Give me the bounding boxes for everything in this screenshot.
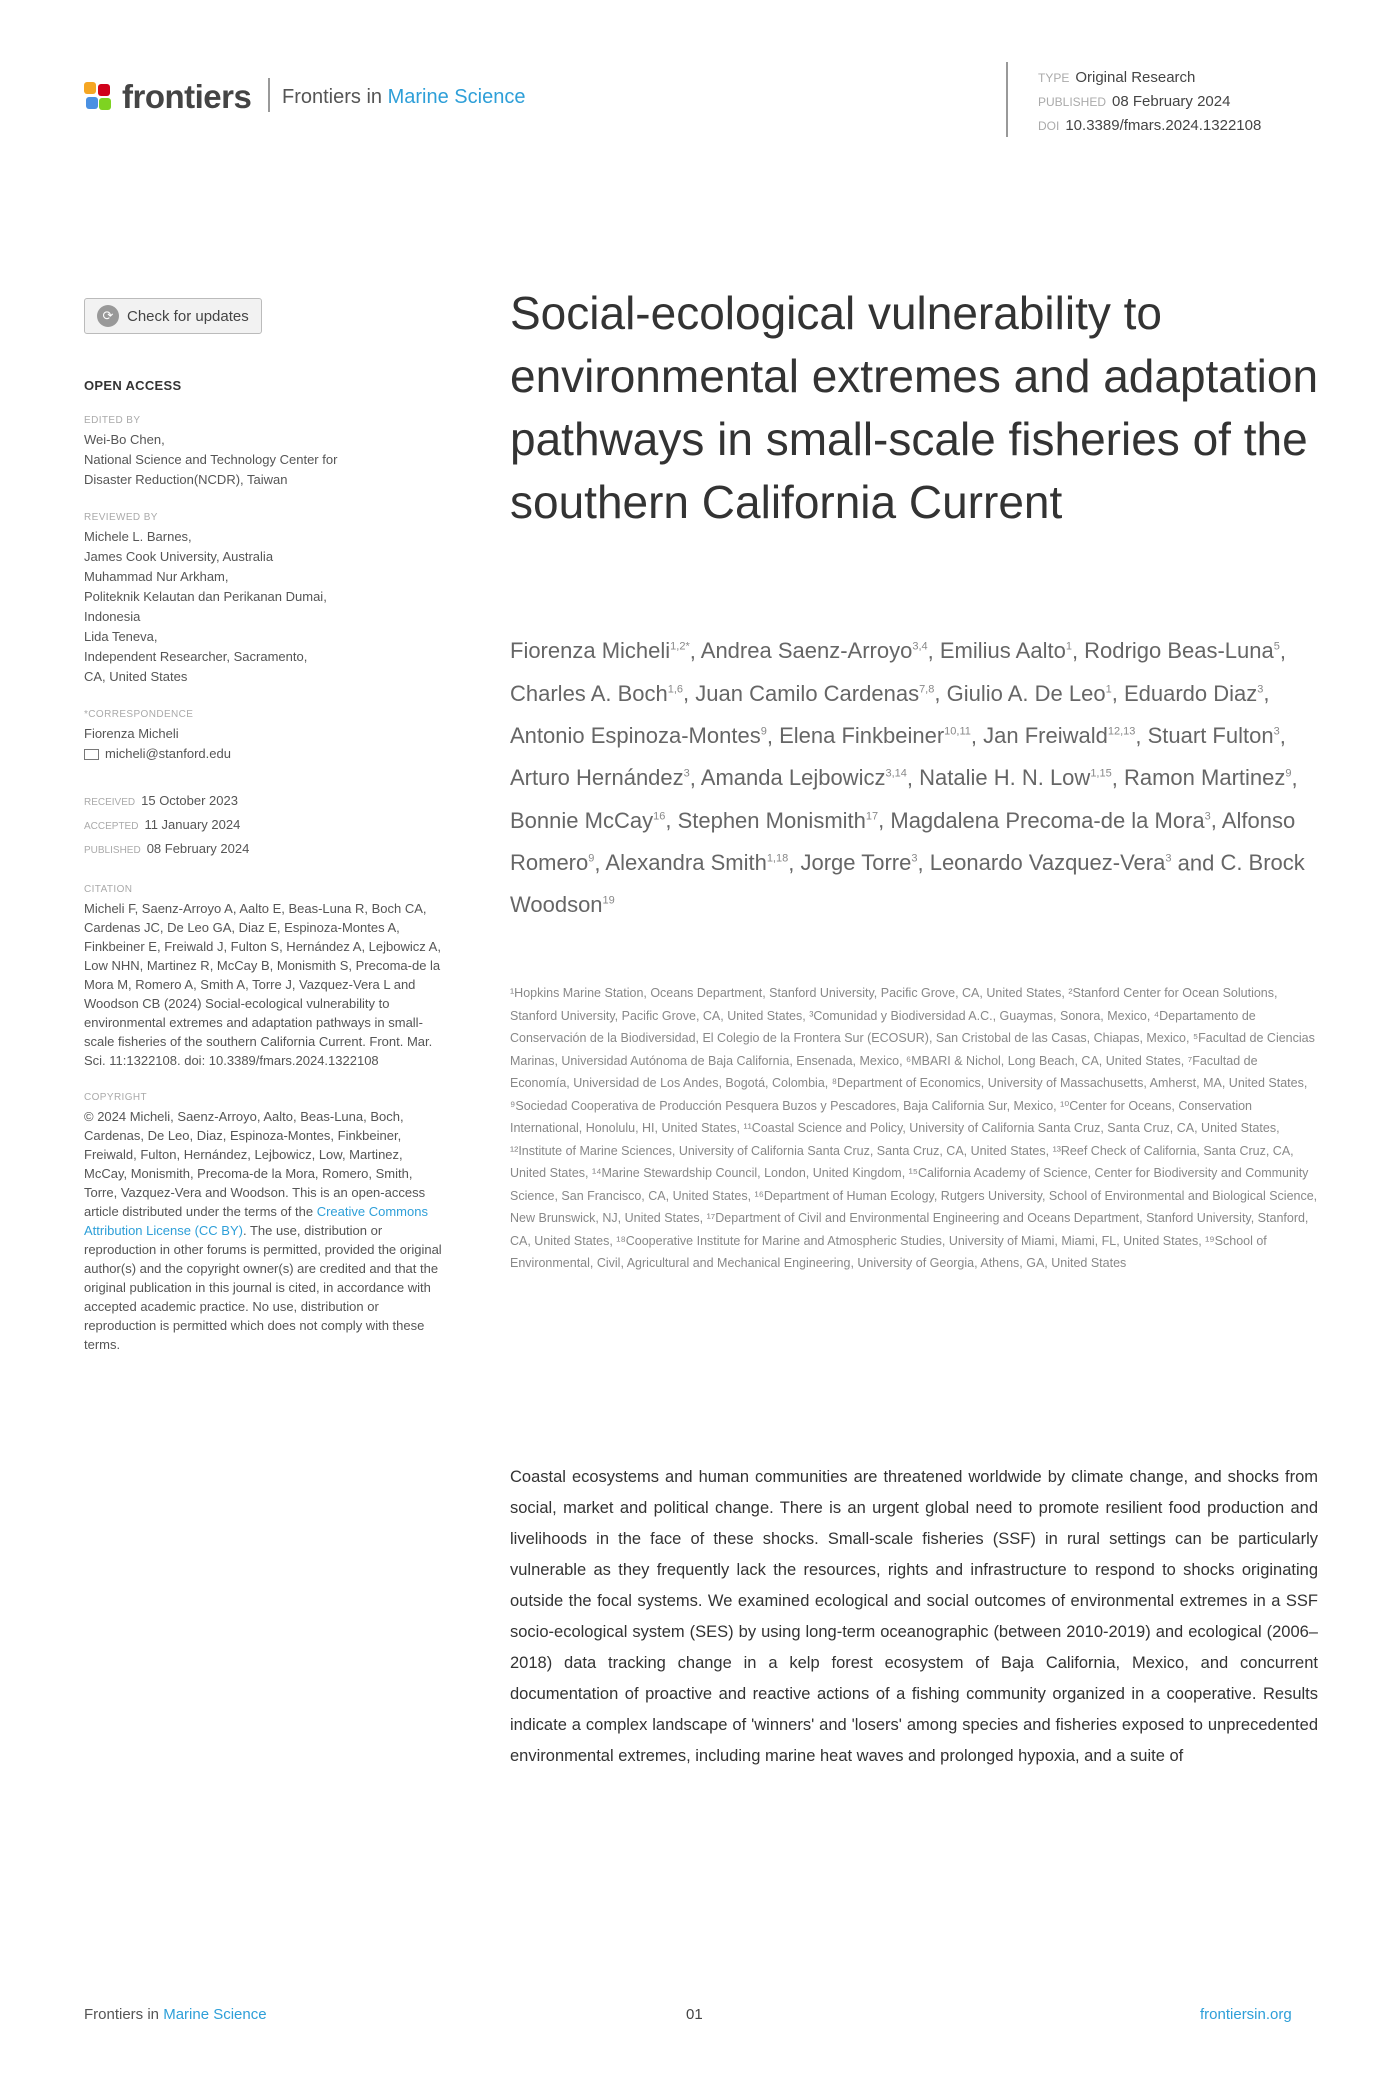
author-name[interactable]: Juan Camilo Cardenas$^{7,8}$: [695, 680, 935, 706]
author-affiliation-ref: 3: [683, 767, 690, 780]
check-for-updates-button[interactable]: [84, 298, 262, 334]
footer-site-link[interactable]: frontiersin.org: [1200, 2006, 1292, 2023]
author-name[interactable]: Andrea Saenz-Arroyo$^{3,4}$: [700, 638, 928, 664]
sidebar-published-value: 08 February 2024: [146, 841, 250, 856]
author-name[interactable]: Antonio Espinoza-Montes$^9$: [510, 722, 767, 748]
author-affiliation-ref: 3,14: [885, 767, 907, 780]
edited-by-label: EDITED BY: [84, 415, 141, 426]
author-affiliation-ref: 1,15: [1090, 767, 1112, 780]
author-name[interactable]: Arturo Hernández$^3$: [510, 765, 690, 791]
edited-by-block: [84, 415, 444, 490]
author-name[interactable]: Elena Finkbeiner$^{10,11}$: [779, 722, 971, 748]
author-affiliation-ref: 9: [760, 725, 767, 738]
author-affiliation-ref: 5: [1273, 641, 1280, 653]
frontiers-logo[interactable]: [84, 78, 251, 116]
affiliations: ¹Hopkins Marine Station, Oceans Department, Stanford University, Pacific Grove, CA, United States, ²Stanford Center for Ocean Solutions, Stanford University, Pacific Grove, CA, United States, ³Comunidad y Biodiversidad A.C., Guaymas, Sonora, Mexico, ⁴Departamento de Conservación de la Biodiversidad, El Colegio de la Frontera Sur (ECOSUR), San Cristobal de las Casas, Chiapas, Mexico, ⁵Facultad de Ciencias Marinas, Universidad Autónoma de Baja California, Ensenada, Mexico, ⁶MBARI & Nichol, Long Beach, CA, United States, ⁷Facultad de Economía, Universidad de Los Andes, Bogotá, Colombia, ⁸Department of Economics, University of Massachusetts, Amherst, MA, United States, ⁹Sociedad Cooperativa de Producción Pesquera Buzos y Pescadores, Baja California Sur, Mexico, ¹⁰Center for Oceans, Conservation International, Honolulu, HI, United States, ¹¹Coastal Science and Policy, University of California Santa Cruz, Santa Cruz, CA, United States, ¹²Institute of Marine Sciences, University of California Santa Cruz, Santa Cruz, CA, United States, ¹³Reef Check of California, Santa Cruz, CA, United States, ¹⁴Marine Stewardship Council, London, United Kingdom, ¹⁵California Academy of Science, Center for Biodiversity and Community Science, San Francisco, CA, United States, ¹⁶Department of Human Ecology, Rutgers University, School of Environmental and Biological Science, New Brunswick, NJ, United States, ¹⁷Department of Civil and Environmental Engineering and Oceans Department, Stanford University, Stanford, CA, United States, ¹⁸Cooperative Institute for Marine and Atmospheric Studies, University of Miami, Miami, FL, United States, ¹⁹School of Environmental, Civil, Agricultural and Mechanical Engineering, University of Georgia, Athens, GA, United States: [510, 986, 1318, 1270]
type-value: Original Research: [1075, 69, 1196, 86]
citation-block: [84, 884, 444, 1070]
dates-block: [84, 790, 444, 862]
received-value: 15 October 2023: [141, 793, 238, 808]
author-list: Fiorenza Micheli$^{1,2*}$, Andrea Saenz-Arroyo$^{3,4}$, Emilius Aalto$^1$, Rodrigo Beas-Luna$^5$, Charles A. Boch$^{1,6}$, Juan Camilo Cardenas$^{7,8}$, Giulio A. De Leo$^1$, Eduardo Diaz$^3$, Antonio Espinoza-Montes$^9$, Elena Finkbeiner$^{10,11}$, Jan Freiwald$^{12,13}$, Stuart Fulton$^3$, Arturo Hernández$^3$, Amanda Lejbowicz$^{3,14}$, Natalie H. N. Low$^{1,15}$, Ramon Martinez$^9$, Bonnie McCay$^{16}$, Stephen Monismith$^{17}$, Magdalena Precoma-de la Mora$^3$, Alfonso Romero$^9$, Alexandra Smith$^{1,18}$, Jorge Torre$^3$, Leonardo Vazquez-Vera$^3$ and C. Brock Woodson$^{19}$: [510, 638, 1305, 918]
copyright-text: [84, 1107, 444, 1354]
brand-name: frontiers: [122, 78, 252, 115]
meta-divider: [1006, 62, 1008, 137]
author-name[interactable]: Alexandra Smith$^{1,18}$: [605, 849, 789, 875]
footer-journal[interactable]: [84, 2006, 267, 2023]
author-name[interactable]: Stuart Fulton$^3$: [1147, 722, 1280, 748]
header-divider: [268, 78, 270, 112]
reviewer-line: Lida Teneva,: [84, 629, 158, 644]
reviewer-line: Independent Researcher, Sacramento,: [84, 649, 308, 664]
license-link[interactable]: Creative Commons Attribution License (CC BY): [84, 1204, 428, 1238]
refresh-icon: ⟳: [97, 305, 119, 327]
published-value: 08 February 2024: [1112, 93, 1231, 110]
author-name[interactable]: Bonnie McCay$^{16}$: [510, 807, 666, 833]
email-text: micheli@stanford.edu: [105, 746, 231, 761]
author-name[interactable]: Stephen Monismith$^{17}$: [677, 807, 879, 833]
footer-journal-name: Marine Science: [163, 2006, 267, 2023]
correspondence-email[interactable]: [84, 744, 444, 764]
author-affiliation-ref: 17: [865, 810, 879, 823]
reviewer-line: James Cook University, Australia: [84, 549, 274, 564]
author-affiliation-ref: 9: [588, 852, 595, 865]
reviewer-line: Michele L. Barnes,: [84, 529, 192, 544]
copyright-block: [84, 1092, 444, 1354]
author-affiliation-ref: 1,2*: [670, 641, 690, 653]
author-name[interactable]: Jan Freiwald$^{12,13}$: [983, 722, 1136, 748]
editor-line: Disaster Reduction(NCDR), Taiwan: [84, 472, 288, 487]
author-affiliation-ref: 3: [1165, 852, 1172, 865]
author-affiliation-ref: 10,11: [944, 725, 971, 738]
correspondence-label: *CORRESPONDENCE: [84, 709, 194, 720]
author-name[interactable]: Charles A. Boch$^{1,6}$: [510, 680, 684, 706]
author-and: and: [1177, 849, 1221, 875]
abstract-text: Coastal ecosystems and human communities are threatened worldwide by climate change, and shocks from social, market and political change. There is an urgent global need to promote resilient food production and livelihoods in the face of these shocks. Small-scale fisheries (SSF) in rural settings can be particularly vulnerable as they frequently lack the resources, rights and infrastructure to respond to shocks originating outside the focal systems. We examined ecological and social outcomes of environmental extremes in a SSF socio-ecological system (SES) by using long-term oceanographic (between 2010-2019) and ecological (2006–2018) data tracking change in a kelp forest ecosystem of Baja California, Mexico, and concurrent documentation of proactive and reactive actions of a fishing community organized in a cooperative. Results indicate a complex landscape of 'winners' and 'losers' among species and fisheries exposed to unprecedented environmental extremes, including marine heat waves and prolonged hypoxia, and a suite of: [510, 1468, 1318, 1765]
author-name[interactable]: Emilius Aalto$^1$: [939, 638, 1072, 664]
correspondence-block: [84, 709, 444, 764]
reviewer-line: Indonesia: [84, 609, 141, 624]
author-affiliation-ref: 1: [1065, 641, 1072, 653]
author-name[interactable]: Giulio A. De Leo$^1$: [946, 680, 1112, 706]
copyright-after: . The use, distribution or reproduction in other forums is permitted, provided the original author(s) and the copyright owner(s) are credited and that the original publication in this journal is cited, in accordance with accepted academic practice. No use, distribution or reproduction is permitted which does not comply with these terms.: [84, 1223, 442, 1352]
author-affiliation-ref: 3: [1257, 683, 1264, 696]
author-affiliation-ref: 16: [653, 810, 666, 823]
reviewer-line: Politeknik Kelautan dan Perikanan Dumai,: [84, 589, 327, 604]
citation-label: CITATION: [84, 884, 133, 895]
check-for-updates-label: Check for updates: [127, 307, 249, 325]
author-affiliation-ref: 3,4: [912, 641, 928, 653]
author-affiliation-ref: 3: [1273, 725, 1280, 738]
reviewer-line: CA, United States: [84, 669, 188, 684]
type-label: TYPE: [1038, 71, 1070, 85]
author-name[interactable]: Eduardo Diaz$^3$: [1123, 680, 1264, 706]
author-name[interactable]: Jorge Torre$^3$: [800, 849, 918, 875]
author-affiliation-ref: 19: [602, 894, 615, 907]
page-number: 01: [686, 2006, 703, 2023]
author-name[interactable]: Rodrigo Beas-Luna$^5$: [1084, 638, 1280, 664]
article-meta: [1038, 66, 1261, 138]
author-affiliation-ref: 1: [1105, 683, 1112, 696]
sidebar: [84, 298, 444, 1354]
copyright-before: © 2024 Micheli, Saenz-Arroyo, Aalto, Beas-Luna, Boch, Cardenas, De Leo, Diaz, Espinoza-Montes, Finkbeiner, Freiwald, Fulton, Hernández, Lejbowicz, Low, Martinez, McCay, Monismith, Precoma-de la Mora, Romero, Smith, Torre, Vazquez-Vera and Woodson. This is an open-access article distributed under the terms of the: [84, 1109, 426, 1219]
editor-line: Wei-Bo Chen,: [84, 432, 165, 447]
author-name[interactable]: Alfonso Romero$^9$: [510, 807, 1296, 875]
accepted-label: ACCEPTED: [84, 821, 139, 832]
author-affiliation-ref: 12,13: [1107, 725, 1136, 738]
citation-text: Micheli F, Saenz-Arroyo A, Aalto E, Beas-Luna R, Boch CA, Cardenas JC, De Leo GA, Diaz E, Espinoza-Montes A, Finkbeiner E, Freiwald J, Fulton S, Hernández A, Lejbowicz A, Low NHN, Martinez R, McCay B, Monismith S, Precoma-de la Mora M, Romero A, Smith A, Torre J, Vazquez-Vera L and Woodson CB (2024) Social-ecological vulnerability to environmental extremes and adaptation pathways in small-scale fisheries of the southern California Current. Front. Mar. Sci. 11:1322108. doi: 10.3389/fmars.2024.1322108: [84, 901, 441, 1068]
author-affiliation-ref: 1,6: [667, 683, 684, 696]
author-affiliation-ref: 7,8: [919, 683, 935, 696]
footer-journal-prefix: Frontiers in: [84, 2006, 160, 2023]
copyright-label: COPYRIGHT: [84, 1092, 148, 1103]
author-affiliation-ref: 1,18: [766, 852, 789, 865]
author-name[interactable]: Natalie H. N. Low$^{1,15}$: [919, 765, 1112, 791]
doi-value[interactable]: 10.3389/fmars.2024.1322108: [1065, 117, 1262, 134]
editor-line: National Science and Technology Center for: [84, 452, 338, 467]
author-affiliation-ref: 3: [911, 852, 918, 865]
doi-label: DOI: [1038, 119, 1060, 133]
mail-icon: [84, 749, 99, 760]
journal-name: Marine Science: [387, 86, 526, 108]
published-label: PUBLISHED: [1038, 95, 1107, 109]
reviewed-by-label: REVIEWED BY: [84, 512, 158, 523]
sidebar-published-label: PUBLISHED: [84, 845, 141, 856]
author-name[interactable]: C. Brock Woodson$^{19}$: [510, 849, 1305, 918]
author-name[interactable]: Fiorenza Micheli$^{1,2*}$: [510, 638, 690, 664]
reviewer-line: Muhammad Nur Arkham,: [84, 569, 229, 584]
correspondence-name: Fiorenza Micheli: [84, 726, 179, 741]
author-affiliation-ref: 3: [1204, 810, 1211, 823]
open-access-label: OPEN ACCESS: [84, 378, 182, 393]
article-title: Social-ecological vulnerability to environmental extremes and adaptation pathways in small-scale fisheries of the southern California Current: [510, 287, 1319, 528]
author-name[interactable]: Amanda Lejbowicz$^{3,14}$: [700, 765, 907, 791]
received-label: RECEIVED: [84, 797, 136, 808]
author-name[interactable]: Magdalena Precoma-de la Mora$^3$: [890, 807, 1211, 833]
reviewed-by-block: [84, 512, 444, 687]
accepted-value: 11 January 2024: [144, 817, 241, 832]
journal-title[interactable]: [282, 86, 525, 109]
frontiers-logo-icon: [84, 82, 114, 112]
author-name[interactable]: Leonardo Vazquez-Vera$^3$: [929, 849, 1172, 875]
journal-prefix: Frontiers in: [282, 86, 383, 108]
author-name[interactable]: Ramon Martinez$^9$: [1123, 765, 1292, 791]
author-affiliation-ref: 9: [1285, 767, 1292, 780]
